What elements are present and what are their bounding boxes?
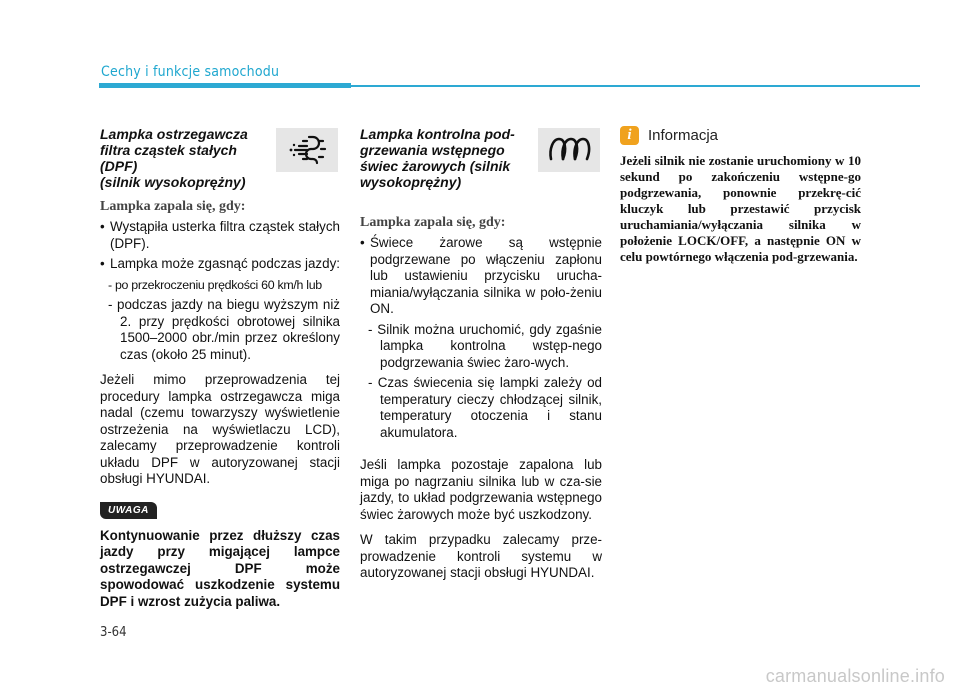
dpf-sub-item: - podczas jazdy na biegu wyższym niż 2. przy prędkości obrotowej silnika 1500–2000 obr./min przez określony czas (około 25 minut). [108,297,340,362]
dpf-heading-line: filtra cząstek stałych [100,142,237,158]
page-number: 3-64 [100,625,127,640]
column-dpf [100,126,340,610]
dpf-subheading: Lampka zapala się, gdy: [100,199,246,214]
header-rule [351,85,920,87]
glow-plug-sub-item: - Silnik można uruchomić, gdy zgaśnie lampka kontrolna wstęp-nego podgrzewania świec żaro-wych. [368,321,602,370]
dpf-heading-line: (silnik wysokoprężny) [100,174,246,190]
dpf-paragraph: Jeżeli mimo przeprowadzenia tej procedury lampka ostrzegawcza miga nadal (czemu towarzyszy wyświetlenie ostrzeżenia na wyświetlaczu LCD), zalecamy przeprowadzenie kontroli układu DPF w autoryzowanej stacji obsługi HYUNDAI. [100,372,340,486]
section-header-title: Cechy i funkcje samochodu [101,64,280,80]
bullet-text: Świece żarowe są wstępnie podgrzewane po włączeniu zapłonu lub ustawieniu przycisku urucha-miania/wyłączania silnika w poło-żeniu ON. [370,235,602,316]
glow-plug-heading [360,126,535,190]
dpf-bullet: • Lampka może zgasnąć podczas jazdy: [100,256,340,271]
glow-plug-heading-line: grzewania wstępnego [360,142,505,158]
caution-badge: UWAGA [100,502,157,519]
glow-plug-heading-line: świec żarowych (silnik [360,158,511,174]
dpf-sub-item: - po przekroczeniu prędkości 60 km/h lub [108,277,322,292]
bullet-text: Wystąpiła usterka filtra cząstek stałych (DPF). [110,219,340,251]
header-accent-bar [99,83,351,88]
dpf-bullet: • Wystąpiła usterka filtra cząstek stałych (DPF). [100,219,340,251]
bullet-text: Lampka może zgasnąć podczas jazdy: [110,256,340,271]
glow-plug-subheading: Lampka zapala się, gdy: [360,215,506,230]
info-icon: i [620,126,639,145]
column-glow-plug [360,126,602,582]
glow-plug-sub-item: - Czas świecenia się lampki zależy od temperatury cieczy chłodzącej silnik, temperatury otoczenia i stanu akumulatora. [368,375,602,440]
glow-plug-paragraph: Jeśli lampka pozostaje zapalona lub miga po nagrzaniu silnika lub w cza-sie jazdy, to układ podgrzewania wstępnego świec żarowych może być uszkodzony. [360,457,602,522]
glow-plug-bullet: • Świece żarowe są wstępnie podgrzewane po włączeniu zapłonu lub ustawieniu przycisku urucha-miania/wyłączania silnika w poło-żeniu ON. [360,235,602,316]
dpf-heading-line: (DPF) [100,158,138,174]
dpf-heading [100,126,275,190]
dpf-heading-line: Lampka ostrzegawcza [100,126,248,142]
glow-plug-heading-line: wysokoprężny) [360,174,462,190]
info-title: Informacja [648,127,719,144]
info-header [620,126,861,145]
dpf-caution-text: Kontynuowanie przez dłuższy czas jazdy przy migającej lampce ostrzegawczej DPF może spowodować uszkodzenie systemu DPF i wzrost zużycia paliwa. [100,527,340,609]
watermark: carmanualsonline.info [765,666,945,686]
info-text: Jeżeli silnik nie zostanie uruchomiony w 10 sekund po zakończeniu wstępne-go podgrzewania, ponownie przekrę-cić kluczyk lub przestawić przycisk uruchamiania/wyłączania silnika w położenie LOCK/OFF, a następnie ON w celu powtórnego włączenia pod-grzewania. [620,153,861,264]
glow-plug-heading-line: Lampka kontrolna pod- [360,126,515,142]
info-box [620,126,861,265]
glow-plug-paragraph: W takim przypadku zalecamy prze-prowadzenie kontroli systemu w autoryzowanej stacji obsługi HYUNDAI. [360,532,602,580]
